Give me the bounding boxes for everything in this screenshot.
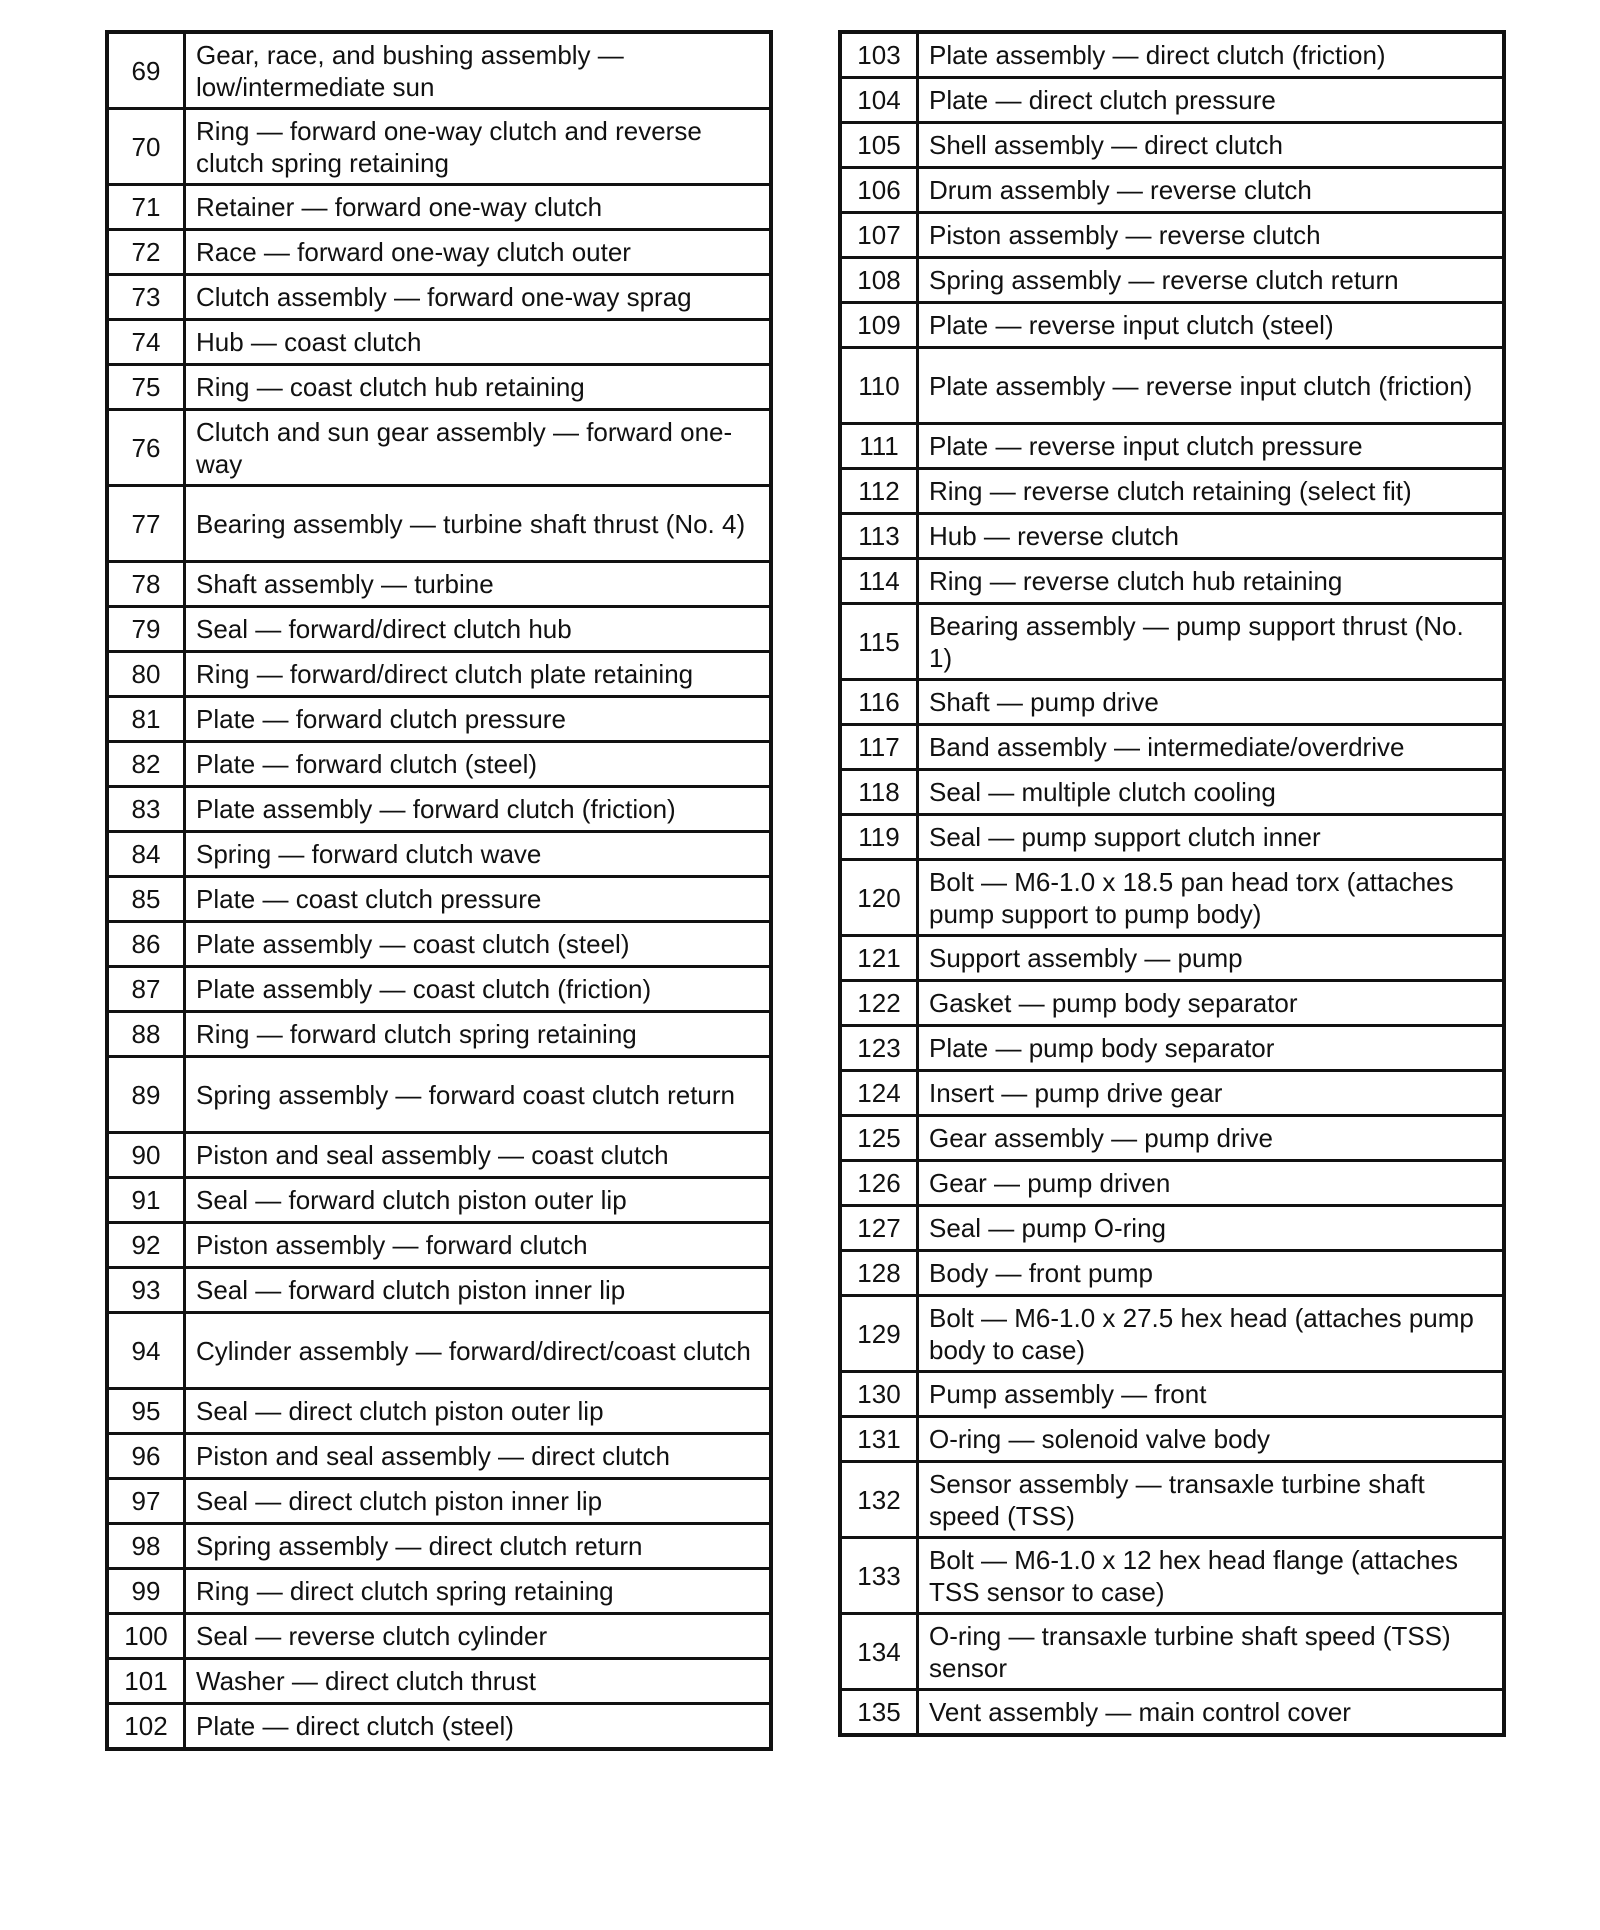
part-number: 117 bbox=[840, 725, 918, 770]
part-description: Gasket — pump body separator bbox=[918, 981, 1505, 1026]
part-number: 91 bbox=[107, 1178, 185, 1223]
table-row bbox=[107, 1479, 771, 1524]
part-description: Sensor assembly — transaxle turbine shaft speed (TSS) bbox=[918, 1462, 1505, 1538]
table-row bbox=[840, 123, 1504, 168]
table-row bbox=[107, 967, 771, 1012]
part-description: Plate — coast clutch pressure bbox=[185, 877, 772, 922]
part-number: 128 bbox=[840, 1251, 918, 1296]
part-description: Pump assembly — front bbox=[918, 1372, 1505, 1417]
part-description: Bolt — M6-1.0 x 27.5 hex head (attaches pump body to case) bbox=[918, 1296, 1505, 1372]
table-row bbox=[107, 787, 771, 832]
part-number: 85 bbox=[107, 877, 185, 922]
part-number: 116 bbox=[840, 680, 918, 725]
part-number: 83 bbox=[107, 787, 185, 832]
table-row bbox=[840, 981, 1504, 1026]
part-description: Piston and seal assembly — coast clutch bbox=[185, 1133, 772, 1178]
part-number: 118 bbox=[840, 770, 918, 815]
part-description: Piston assembly — reverse clutch bbox=[918, 213, 1505, 258]
part-description: Body — front pump bbox=[918, 1251, 1505, 1296]
part-description: Plate — reverse input clutch (steel) bbox=[918, 303, 1505, 348]
table-row bbox=[107, 365, 771, 410]
part-number: 74 bbox=[107, 320, 185, 365]
part-description: Piston assembly — forward clutch bbox=[185, 1223, 772, 1268]
table-row bbox=[107, 1223, 771, 1268]
part-number: 84 bbox=[107, 832, 185, 877]
part-number: 102 bbox=[107, 1704, 185, 1750]
part-description: Retainer — forward one-way clutch bbox=[185, 185, 772, 230]
part-number: 105 bbox=[840, 123, 918, 168]
parts-table-left bbox=[105, 30, 773, 1751]
part-description: Plate assembly — forward clutch (friction) bbox=[185, 787, 772, 832]
part-number: 132 bbox=[840, 1462, 918, 1538]
table-row bbox=[840, 1026, 1504, 1071]
part-description: Ring — reverse clutch retaining (select fit) bbox=[918, 469, 1505, 514]
table-row bbox=[107, 1057, 771, 1133]
table-row bbox=[840, 514, 1504, 559]
table-row bbox=[840, 604, 1504, 680]
part-description: Spring assembly — direct clutch return bbox=[185, 1524, 772, 1569]
part-description: Plate — pump body separator bbox=[918, 1026, 1505, 1071]
table-row bbox=[840, 1071, 1504, 1116]
part-number: 79 bbox=[107, 607, 185, 652]
part-number: 69 bbox=[107, 32, 185, 109]
part-number: 94 bbox=[107, 1313, 185, 1389]
part-description: Plate — reverse input clutch pressure bbox=[918, 424, 1505, 469]
part-description: O-ring — transaxle turbine shaft speed (TSS) sensor bbox=[918, 1614, 1505, 1690]
part-description: Seal — forward clutch piston inner lip bbox=[185, 1268, 772, 1313]
part-description: Bearing assembly — turbine shaft thrust (No. 4) bbox=[185, 486, 772, 562]
part-number: 135 bbox=[840, 1690, 918, 1736]
part-number: 108 bbox=[840, 258, 918, 303]
part-description: Insert — pump drive gear bbox=[918, 1071, 1505, 1116]
table-row bbox=[107, 562, 771, 607]
part-number: 122 bbox=[840, 981, 918, 1026]
table-row bbox=[107, 486, 771, 562]
part-number: 120 bbox=[840, 860, 918, 936]
part-description: Vent assembly — main control cover bbox=[918, 1690, 1505, 1736]
part-number: 107 bbox=[840, 213, 918, 258]
table-row bbox=[107, 832, 771, 877]
part-number: 133 bbox=[840, 1538, 918, 1614]
part-description: Seal — direct clutch piston outer lip bbox=[185, 1389, 772, 1434]
part-description: Seal — pump support clutch inner bbox=[918, 815, 1505, 860]
part-number: 111 bbox=[840, 424, 918, 469]
table-row bbox=[107, 32, 771, 109]
part-number: 112 bbox=[840, 469, 918, 514]
part-number: 70 bbox=[107, 109, 185, 185]
part-description: Gear, race, and bushing assembly — low/intermediate sun bbox=[185, 32, 772, 109]
part-description: Spring assembly — reverse clutch return bbox=[918, 258, 1505, 303]
table-row bbox=[840, 860, 1504, 936]
table-row bbox=[840, 168, 1504, 213]
table-row bbox=[840, 1116, 1504, 1161]
part-number: 127 bbox=[840, 1206, 918, 1251]
table-row bbox=[107, 1268, 771, 1313]
part-description: Piston and seal assembly — direct clutch bbox=[185, 1434, 772, 1479]
parts-table-right bbox=[838, 30, 1506, 1737]
part-number: 99 bbox=[107, 1569, 185, 1614]
part-number: 88 bbox=[107, 1012, 185, 1057]
part-number: 98 bbox=[107, 1524, 185, 1569]
part-description: Drum assembly — reverse clutch bbox=[918, 168, 1505, 213]
table-row bbox=[840, 1614, 1504, 1690]
part-number: 87 bbox=[107, 967, 185, 1012]
part-description: Shell assembly — direct clutch bbox=[918, 123, 1505, 168]
table-row bbox=[107, 607, 771, 652]
part-description: Cylinder assembly — forward/direct/coast clutch bbox=[185, 1313, 772, 1389]
part-number: 129 bbox=[840, 1296, 918, 1372]
table-row bbox=[840, 1462, 1504, 1538]
part-description: Support assembly — pump bbox=[918, 936, 1505, 981]
table-row bbox=[107, 275, 771, 320]
part-description: O-ring — solenoid valve body bbox=[918, 1417, 1505, 1462]
table-row bbox=[107, 652, 771, 697]
part-description: Bolt — M6-1.0 x 12 hex head flange (attaches TSS sensor to case) bbox=[918, 1538, 1505, 1614]
part-number: 81 bbox=[107, 697, 185, 742]
part-number: 97 bbox=[107, 1479, 185, 1524]
table-row bbox=[107, 1313, 771, 1389]
part-number: 130 bbox=[840, 1372, 918, 1417]
part-description: Seal — forward clutch piston outer lip bbox=[185, 1178, 772, 1223]
part-description: Band assembly — intermediate/overdrive bbox=[918, 725, 1505, 770]
part-number: 124 bbox=[840, 1071, 918, 1116]
part-description: Plate assembly — reverse input clutch (friction) bbox=[918, 348, 1505, 424]
part-description: Spring assembly — forward coast clutch return bbox=[185, 1057, 772, 1133]
table-row bbox=[840, 770, 1504, 815]
part-number: 123 bbox=[840, 1026, 918, 1071]
part-number: 80 bbox=[107, 652, 185, 697]
table-row bbox=[840, 725, 1504, 770]
table-row bbox=[840, 213, 1504, 258]
part-number: 95 bbox=[107, 1389, 185, 1434]
table-row bbox=[840, 348, 1504, 424]
table-row bbox=[840, 1417, 1504, 1462]
table-row bbox=[107, 1178, 771, 1223]
part-description: Plate — direct clutch pressure bbox=[918, 78, 1505, 123]
part-number: 78 bbox=[107, 562, 185, 607]
part-description: Hub — coast clutch bbox=[185, 320, 772, 365]
part-description: Plate assembly — coast clutch (steel) bbox=[185, 922, 772, 967]
table-row bbox=[107, 1133, 771, 1178]
part-description: Plate assembly — direct clutch (friction) bbox=[918, 32, 1505, 78]
part-number: 82 bbox=[107, 742, 185, 787]
table-row bbox=[840, 1296, 1504, 1372]
part-number: 93 bbox=[107, 1268, 185, 1313]
part-number: 92 bbox=[107, 1223, 185, 1268]
part-description: Race — forward one-way clutch outer bbox=[185, 230, 772, 275]
table-row bbox=[107, 697, 771, 742]
table-row bbox=[107, 877, 771, 922]
part-description: Plate assembly — coast clutch (friction) bbox=[185, 967, 772, 1012]
table-row bbox=[107, 230, 771, 275]
table-row bbox=[840, 1690, 1504, 1736]
part-description: Bearing assembly — pump support thrust (No. 1) bbox=[918, 604, 1505, 680]
table-row bbox=[840, 1372, 1504, 1417]
table-row bbox=[107, 320, 771, 365]
part-description: Ring — coast clutch hub retaining bbox=[185, 365, 772, 410]
part-number: 125 bbox=[840, 1116, 918, 1161]
table-row bbox=[107, 1524, 771, 1569]
part-description: Plate — direct clutch (steel) bbox=[185, 1704, 772, 1750]
part-description: Ring — direct clutch spring retaining bbox=[185, 1569, 772, 1614]
part-number: 90 bbox=[107, 1133, 185, 1178]
table-row bbox=[107, 410, 771, 486]
part-description: Shaft assembly — turbine bbox=[185, 562, 772, 607]
part-description: Clutch assembly — forward one-way sprag bbox=[185, 275, 772, 320]
part-description: Gear assembly — pump drive bbox=[918, 1116, 1505, 1161]
part-description: Seal — reverse clutch cylinder bbox=[185, 1614, 772, 1659]
part-number: 104 bbox=[840, 78, 918, 123]
part-number: 77 bbox=[107, 486, 185, 562]
table-row bbox=[840, 1161, 1504, 1206]
table-row bbox=[840, 32, 1504, 78]
part-description: Bolt — M6-1.0 x 18.5 pan head torx (attaches pump support to pump body) bbox=[918, 860, 1505, 936]
part-description: Ring — forward clutch spring retaining bbox=[185, 1012, 772, 1057]
part-description: Plate — forward clutch pressure bbox=[185, 697, 772, 742]
part-number: 110 bbox=[840, 348, 918, 424]
part-number: 86 bbox=[107, 922, 185, 967]
part-description: Plate — forward clutch (steel) bbox=[185, 742, 772, 787]
part-number: 100 bbox=[107, 1614, 185, 1659]
table-row bbox=[840, 559, 1504, 604]
table-row bbox=[840, 1206, 1504, 1251]
part-number: 73 bbox=[107, 275, 185, 320]
part-number: 71 bbox=[107, 185, 185, 230]
table-row bbox=[840, 78, 1504, 123]
table-row bbox=[107, 1389, 771, 1434]
part-number: 114 bbox=[840, 559, 918, 604]
table-row bbox=[107, 185, 771, 230]
part-number: 121 bbox=[840, 936, 918, 981]
table-row bbox=[840, 815, 1504, 860]
part-description: Ring — forward one-way clutch and reverse clutch spring retaining bbox=[185, 109, 772, 185]
table-row bbox=[107, 109, 771, 185]
part-number: 101 bbox=[107, 1659, 185, 1704]
part-description: Seal — direct clutch piston inner lip bbox=[185, 1479, 772, 1524]
table-row bbox=[107, 1012, 771, 1057]
table-row bbox=[107, 1434, 771, 1479]
table-row bbox=[107, 1614, 771, 1659]
table-row bbox=[840, 936, 1504, 981]
part-description: Seal — pump O-ring bbox=[918, 1206, 1505, 1251]
part-description: Shaft — pump drive bbox=[918, 680, 1505, 725]
part-description: Gear — pump driven bbox=[918, 1161, 1505, 1206]
part-number: 103 bbox=[840, 32, 918, 78]
part-number: 134 bbox=[840, 1614, 918, 1690]
part-number: 131 bbox=[840, 1417, 918, 1462]
part-number: 72 bbox=[107, 230, 185, 275]
part-description: Spring — forward clutch wave bbox=[185, 832, 772, 877]
part-description: Seal — forward/direct clutch hub bbox=[185, 607, 772, 652]
part-description: Ring — forward/direct clutch plate retaining bbox=[185, 652, 772, 697]
part-number: 106 bbox=[840, 168, 918, 213]
part-number: 96 bbox=[107, 1434, 185, 1479]
part-number: 76 bbox=[107, 410, 185, 486]
table-row bbox=[107, 922, 771, 967]
table-row bbox=[840, 680, 1504, 725]
table-row bbox=[840, 1251, 1504, 1296]
table-row bbox=[107, 742, 771, 787]
table-row bbox=[840, 424, 1504, 469]
part-description: Hub — reverse clutch bbox=[918, 514, 1505, 559]
table-row bbox=[840, 303, 1504, 348]
part-number: 75 bbox=[107, 365, 185, 410]
table-row bbox=[840, 258, 1504, 303]
table-row bbox=[107, 1704, 771, 1750]
table-row bbox=[840, 469, 1504, 514]
part-description: Clutch and sun gear assembly — forward one-way bbox=[185, 410, 772, 486]
table-row bbox=[107, 1569, 771, 1614]
part-number: 89 bbox=[107, 1057, 185, 1133]
part-number: 126 bbox=[840, 1161, 918, 1206]
table-row bbox=[840, 1538, 1504, 1614]
table-row bbox=[107, 1659, 771, 1704]
part-number: 115 bbox=[840, 604, 918, 680]
part-number: 109 bbox=[840, 303, 918, 348]
part-description: Seal — multiple clutch cooling bbox=[918, 770, 1505, 815]
part-number: 113 bbox=[840, 514, 918, 559]
part-description: Ring — reverse clutch hub retaining bbox=[918, 559, 1505, 604]
part-number: 119 bbox=[840, 815, 918, 860]
part-description: Washer — direct clutch thrust bbox=[185, 1659, 772, 1704]
